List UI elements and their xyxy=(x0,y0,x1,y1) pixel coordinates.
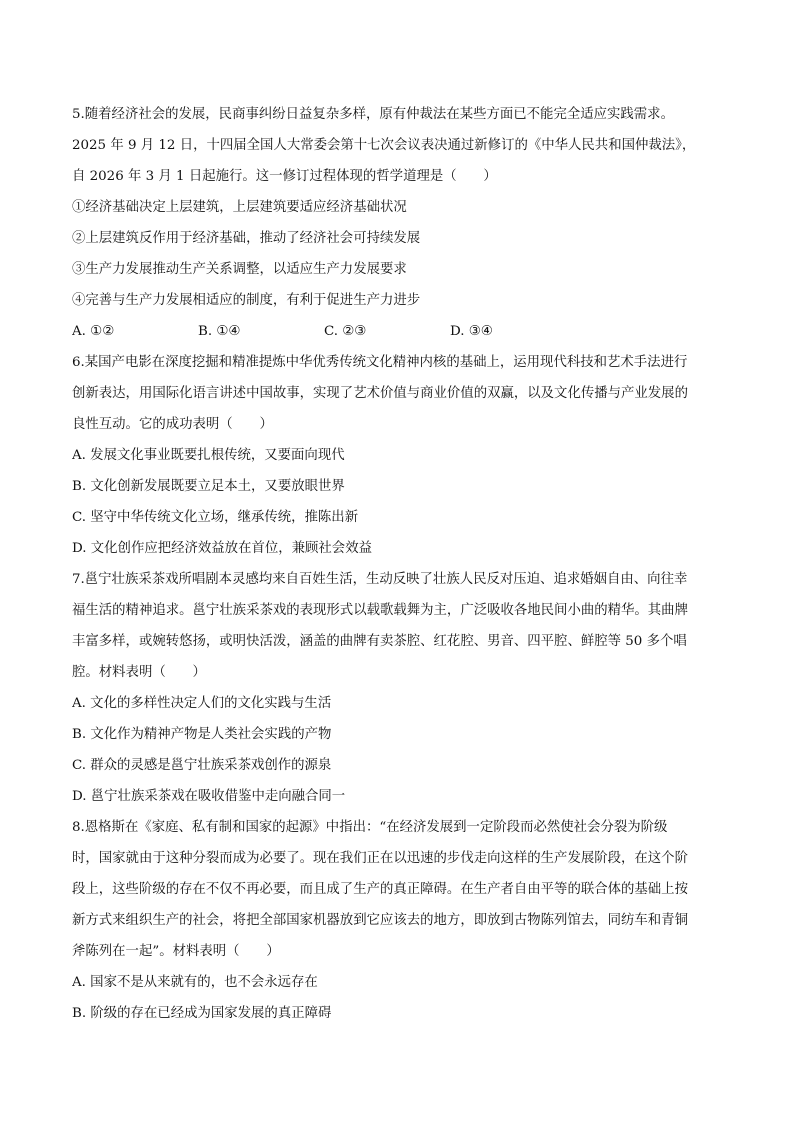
statement-4: ④完善与生产力发展相适应的制度，有利于促进生产力进步 xyxy=(72,293,421,308)
question-stem-line: 新方式来组织生产的社会，将把全部国家机器放到它应该去的地方，即放到古物陈列馆去，同纺车和青铜 xyxy=(72,913,688,928)
option-a: A. 文化的多样性决定人们的文化实践与生活 xyxy=(72,696,332,711)
question-stem-line: 2025 年 9 月 12 日，十四届全国人大常委会第十七次会议表决通过新修订的《中华人民共和国仲裁法》， xyxy=(72,138,696,153)
question-stem-line: 创新表达，用国际化语言讲述中国故事，实现了艺术价值与商业价值的双赢，以及文化传播与产业发展的 xyxy=(72,386,688,401)
question-5 xyxy=(72,99,724,347)
option-b: B. 阶级的存在已经成为国家发展的真正障碍 xyxy=(72,1006,332,1021)
option-d: D. 文化创作应把经济效益放在首位，兼顾社会效益 xyxy=(72,541,372,556)
question-stem-line: 5.随着经济社会的发展，民商事纠纷日益复杂多样，原有仲裁法在某些方面已不能完全适应实践需求。 xyxy=(72,107,674,122)
option-b: B. 文化创新发展既要立足本土，又要放眼世界 xyxy=(72,479,345,494)
question-stem-line: 斧陈列在一起”。材料表明（ ） xyxy=(72,944,280,959)
option-c: C. 群众的灵感是邕宁壮族采茶戏创作的源泉 xyxy=(72,758,332,773)
question-stem-line: 段上，这些阶级的存在不仅不再必要，而且成了生产的真正障碍。在生产者自由平等的联合体的基础上按 xyxy=(72,882,688,897)
option-a: A. 国家不是从来就有的，也不会永远存在 xyxy=(72,975,318,990)
option-c: C. 坚守中华传统文化立场，继承传统，推陈出新 xyxy=(72,510,359,525)
statement-1: ①经济基础决定上层建筑，上层建筑要适应经济基础状况 xyxy=(72,200,407,215)
question-6 xyxy=(72,347,724,564)
option-b: B. 文化作为精神产物是人类社会实践的产物 xyxy=(72,727,332,742)
exam-page xyxy=(72,99,724,1029)
question-stem-line: 6.某国产电影在深度挖掘和精准提炼中华优秀传统文化精神内核的基础上，运用现代科技和艺术手法进行 xyxy=(72,355,688,370)
option-c: C. ②③ xyxy=(324,324,367,339)
question-stem-line: 福生活的精神追求。邕宁壮族采茶戏的表现形式以载歌载舞为主，广泛吸收各地民间小曲的精华。其曲牌 xyxy=(72,603,688,618)
question-7 xyxy=(72,564,724,812)
option-d: D. ③④ xyxy=(450,324,493,339)
question-stem-line: 良性互动。它的成功表明（ ） xyxy=(72,417,273,432)
question-stem-line: 时，国家就由于这种分裂而成为必要了。现在我们正在以迅速的步伐走向这样的生产发展阶段，在这个阶 xyxy=(72,851,688,866)
question-stem-line: 丰富多样，或婉转悠扬，或明快活泼，涵盖的曲牌有卖茶腔、红花腔、男音、四平腔、鲜腔等 50 多个唱 xyxy=(72,634,687,649)
statement-2: ②上层建筑反作用于经济基础，推动了经济社会可持续发展 xyxy=(72,231,421,246)
question-stem-line: 7.邕宁壮族采茶戏所唱剧本灵感均来自百姓生活，生动反映了壮族人民反对压迫、追求婚姻自由、向往幸 xyxy=(72,572,688,587)
option-a: A. 发展文化事业既要扎根传统，又要面向现代 xyxy=(72,448,345,463)
option-b: B. ①④ xyxy=(198,324,241,339)
option-a: A. ①② xyxy=(72,324,115,339)
statement-3: ③生产力发展推动生产关系调整，以适应生产力发展要求 xyxy=(72,262,407,277)
question-stem-line: 8.恩格斯在《家庭、私有制和国家的起源》中指出：“在经济发展到一定阶段而必然使社会分裂为阶级 xyxy=(72,820,668,835)
option-row xyxy=(72,316,724,347)
question-stem-line: 腔。材料表明（ ） xyxy=(72,665,206,680)
question-stem-line: 自 2026 年 3 月 1 日起施行。这一修订过程体现的哲学道理是（ ） xyxy=(72,169,497,184)
question-8 xyxy=(72,812,724,1029)
option-d: D. 邕宁壮族采茶戏在吸收借鉴中走向融合同一 xyxy=(72,789,346,804)
